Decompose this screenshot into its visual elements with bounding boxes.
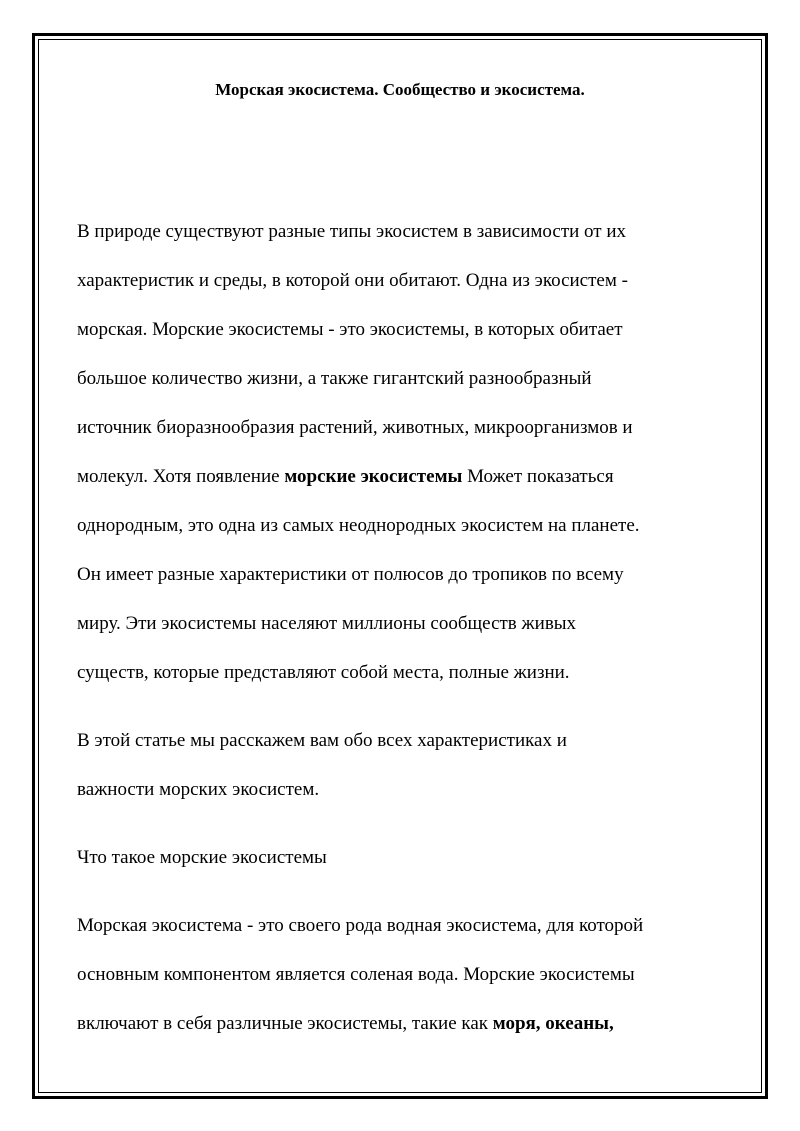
text-line: источник биоразнообразия растений, животных, микроорганизмов и xyxy=(77,417,633,438)
bold-term: моря, океаны, xyxy=(492,1013,614,1034)
paragraph-definition xyxy=(77,901,737,1048)
text-line xyxy=(77,999,737,1048)
text-line: В этой статье мы расскажем вам обо всех характеристиках и xyxy=(77,730,567,751)
text-line: существ, которые представляют собой места, полные жизни. xyxy=(77,662,570,683)
text-line: Морская экосистема - это своего рода водная экосистема, для которой xyxy=(77,915,644,936)
text-line: В природе существуют разные типы экосистем в зависимости от их xyxy=(77,221,627,242)
paragraph-article-intro xyxy=(77,716,737,814)
text-line xyxy=(77,452,737,501)
text-segment: Может показаться xyxy=(462,466,614,487)
text-line: большое количество жизни, а также гигантский разнообразный xyxy=(77,368,592,389)
text-line: миру. Эти экосистемы населяют миллионы сообществ живых xyxy=(77,613,577,634)
document-body xyxy=(77,207,737,1048)
text-line: характеристик и среды, в которой они обитают. Одна из экосистем - xyxy=(77,270,628,291)
text-segment: молекул. Хотя появление xyxy=(77,466,285,487)
section-heading xyxy=(77,833,737,882)
text-segment: включают в себя различные экосистемы, такие как xyxy=(77,1013,493,1034)
heading-text: Что такое морские экосистемы xyxy=(77,847,327,868)
bold-term: морские экосистемы xyxy=(284,466,463,487)
text-line: важности морских экосистем. xyxy=(77,779,320,800)
document-title: Морская экосистема. Сообщество и экосистема. xyxy=(215,80,585,99)
text-line: Он имеет разные характеристики от полюсов до тропиков по всему xyxy=(77,564,624,585)
text-line: морская. Морские экосистемы - это экосистемы, в которых обитает xyxy=(77,319,623,340)
paragraph-intro xyxy=(77,207,737,697)
text-line: однородным, это одна из самых неоднородных экосистем на планете. xyxy=(77,515,640,536)
text-line: основным компонентом является соленая вода. Морские экосистемы xyxy=(77,964,635,985)
